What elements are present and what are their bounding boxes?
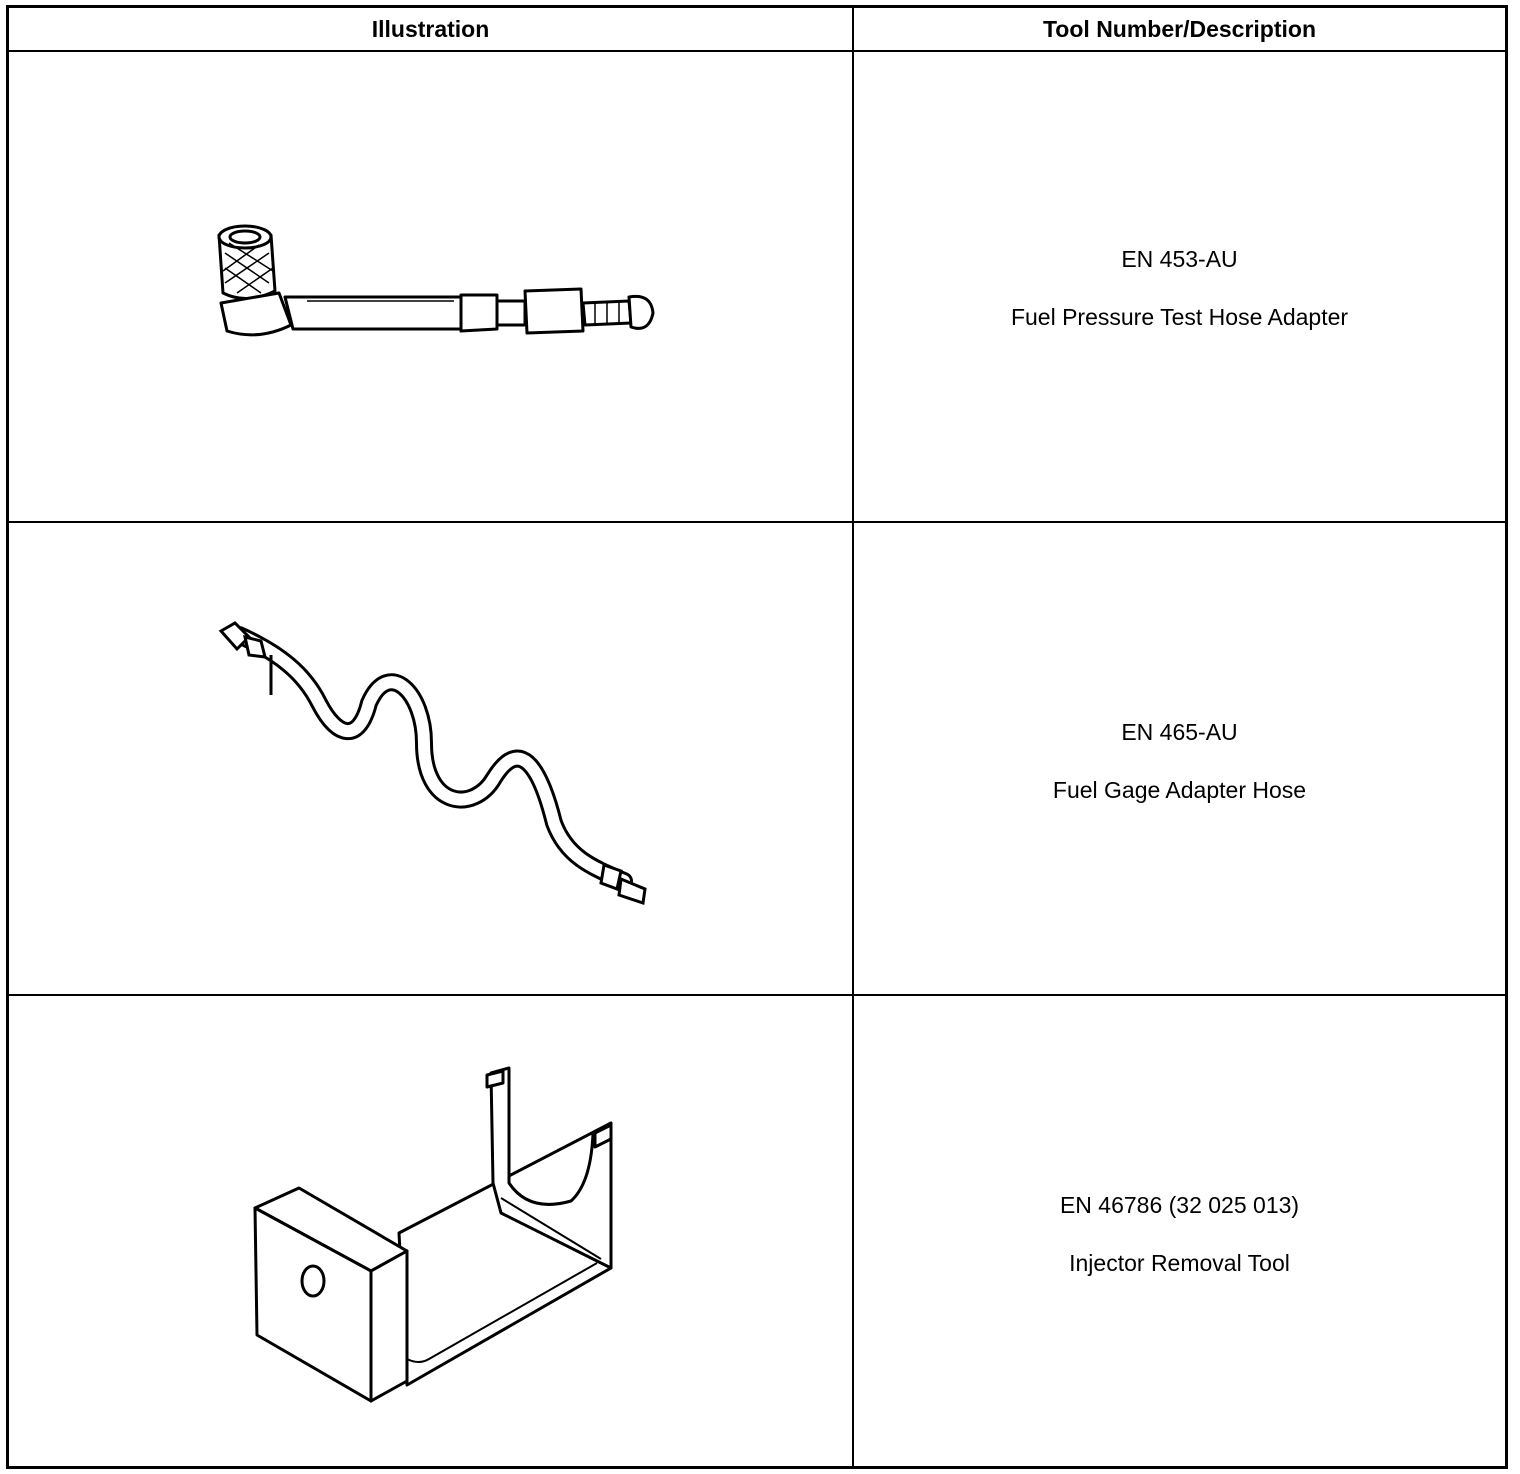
row-divider: [9, 521, 1505, 523]
tool-description-cell: [854, 719, 1505, 804]
fuel-gage-adapter-hose-illustration: [209, 613, 659, 908]
tool-number: EN 46786 (32 025 013): [1059, 1192, 1300, 1218]
tool-description: Injector Removal Tool: [1069, 1250, 1290, 1276]
tool-description-cell: [854, 1192, 1505, 1277]
tool-number: EN 465-AU: [1121, 719, 1238, 745]
header-divider: [9, 50, 1505, 52]
fuel-pressure-test-hose-adapter-illustration: [199, 213, 669, 353]
tool-description: Fuel Pressure Test Hose Adapter: [1010, 304, 1349, 330]
tool-table: [6, 5, 1508, 1469]
tool-description: Fuel Gage Adapter Hose: [1052, 777, 1307, 803]
tool-description-cell: [854, 246, 1505, 331]
header-tool-number-description: Tool Number/Description: [1042, 15, 1317, 42]
injector-removal-tool-illustration: [239, 1063, 629, 1408]
tool-number: EN 453-AU: [1121, 246, 1238, 272]
row-divider: [9, 994, 1505, 996]
header-illustration: Illustration: [371, 15, 490, 42]
